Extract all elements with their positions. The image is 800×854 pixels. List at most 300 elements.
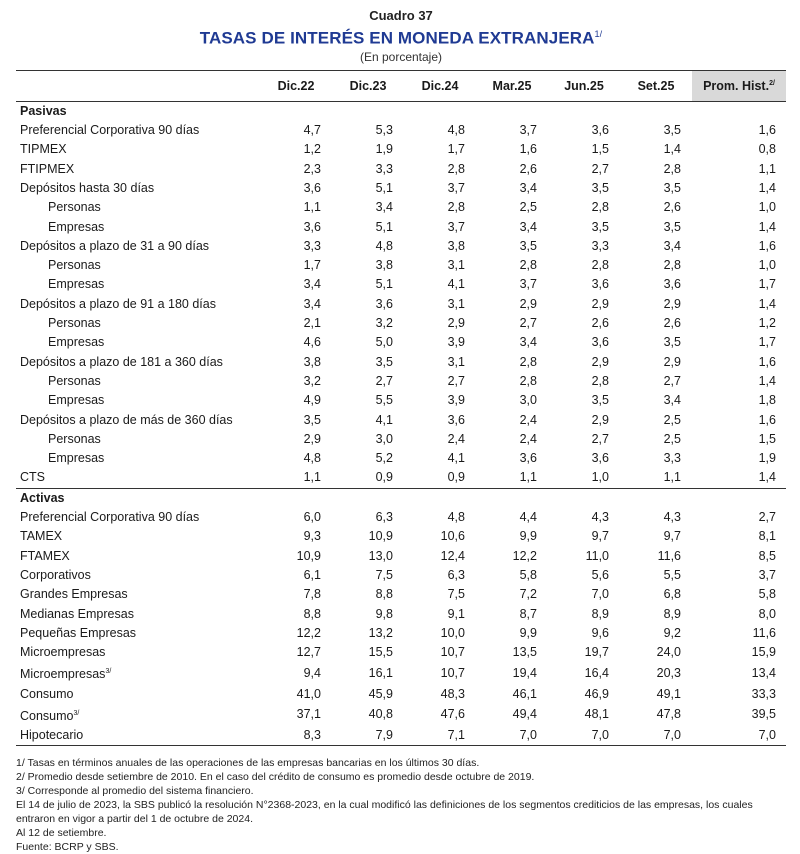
value-cell: 4,1 [447, 277, 465, 292]
column-header: Dic.22 [260, 70, 332, 101]
value-cell: 2,1 [303, 316, 321, 331]
value-cell: 16,1 [368, 665, 393, 680]
table-body [16, 101, 786, 746]
table-row [16, 179, 786, 198]
title-footnote-ref: 1/ [594, 29, 603, 39]
value-cell: 1,6 [519, 142, 537, 157]
historic-cell: 1,9 [758, 451, 776, 466]
row-label [16, 704, 260, 726]
value-cell: 3,9 [447, 393, 465, 408]
row-label [16, 295, 260, 314]
row-label-text: Empresas [48, 451, 105, 466]
value-cell: 3,4 [519, 180, 537, 195]
value-cell: 15,5 [368, 645, 393, 660]
value-cell: 13,5 [512, 645, 537, 660]
table-row [16, 449, 786, 468]
row-label [16, 624, 260, 643]
row-label-text: Personas [48, 431, 101, 446]
value-cell: 3,5 [375, 354, 393, 369]
historic-cell: 2,7 [758, 510, 776, 525]
value-cell: 2,8 [663, 161, 681, 176]
row-label-text: Depósitos a plazo de 181 a 360 días [20, 354, 223, 369]
table-row [16, 468, 786, 488]
table-row [16, 527, 786, 546]
table-row [16, 430, 786, 449]
row-label-text: Hipotecario [20, 728, 84, 743]
table-title-text: TASAS DE INTERÉS EN MONEDA EXTRANJERA [199, 28, 595, 48]
value-cell: 3,5 [663, 335, 681, 350]
column-header: Jun.25 [548, 70, 620, 101]
historic-footnote-ref: 2/ [769, 79, 775, 87]
value-cell: 4,6 [303, 335, 321, 350]
value-cell: 3,4 [375, 200, 393, 215]
value-cell: 2,9 [303, 431, 321, 446]
value-cell: 37,1 [296, 707, 321, 722]
value-cell: 2,8 [447, 161, 465, 176]
row-label-text: FTIPMEX [20, 161, 75, 176]
row-label-text: Depósitos a plazo de 91 a 180 días [20, 296, 216, 311]
value-cell: 2,4 [447, 431, 465, 446]
value-cell: 6,8 [663, 587, 681, 602]
row-label [16, 391, 260, 410]
row-label-text: Preferencial Corporativa 90 días [20, 123, 200, 138]
historic-cell: 1,6 [758, 354, 776, 369]
value-cell: 3,6 [591, 451, 609, 466]
row-label [16, 662, 260, 684]
value-cell: 3,7 [519, 277, 537, 292]
column-header-label [16, 70, 260, 101]
value-cell: 3,8 [447, 238, 465, 253]
historic-cell: 1,8 [758, 393, 776, 408]
value-cell: 2,5 [519, 200, 537, 215]
value-cell: 4,4 [519, 510, 537, 525]
table-title [16, 23, 786, 50]
table-row [16, 372, 786, 391]
value-cell: 3,5 [591, 180, 609, 195]
row-label [16, 179, 260, 198]
value-cell: 40,8 [368, 707, 393, 722]
value-cell: 16,4 [584, 665, 609, 680]
value-cell: 2,9 [663, 354, 681, 369]
value-cell: 2,9 [519, 296, 537, 311]
table-row [16, 604, 786, 623]
value-cell: 24,0 [656, 645, 681, 660]
value-cell: 3,3 [375, 161, 393, 176]
value-cell: 3,7 [519, 123, 537, 138]
value-cell: 3,3 [663, 451, 681, 466]
value-cell: 3,4 [663, 238, 681, 253]
table-row [16, 160, 786, 179]
row-label-text: Grandes Empresas [20, 587, 128, 602]
row-label [16, 121, 260, 140]
value-cell: 3,5 [303, 412, 321, 427]
value-cell: 3,3 [303, 238, 321, 253]
historic-cell: 1,0 [758, 258, 776, 273]
value-cell: 5,5 [663, 567, 681, 582]
footnote: 2/ Promedio desde setiembre de 2010. En el caso del crédito de consumo es promedio desde octubre de 2019. [16, 771, 535, 784]
section-header-activas [16, 488, 786, 508]
section-header-pasivas [16, 101, 786, 121]
value-cell: 2,6 [663, 316, 681, 331]
value-cell: 3,6 [375, 296, 393, 311]
row-label [16, 275, 260, 294]
historic-cell: 1,4 [758, 180, 776, 195]
historic-cell: 1,4 [758, 219, 776, 234]
value-cell: 7,0 [591, 587, 609, 602]
value-cell: 5,0 [375, 335, 393, 350]
value-cell: 9,4 [303, 665, 321, 680]
value-cell: 4,8 [447, 123, 465, 138]
value-cell: 46,9 [584, 686, 609, 701]
row-label [16, 546, 260, 565]
historic-cell: 8,0 [758, 606, 776, 621]
value-cell: 2,6 [663, 200, 681, 215]
value-cell: 2,8 [519, 354, 537, 369]
value-cell: 6,3 [447, 567, 465, 582]
value-cell: 10,7 [440, 665, 465, 680]
value-cell: 3,6 [447, 412, 465, 427]
row-label-text: Personas [48, 373, 101, 388]
value-cell: 3,6 [591, 123, 609, 138]
value-cell: 45,9 [368, 686, 393, 701]
value-cell: 9,7 [663, 529, 681, 544]
row-label-text: Personas [48, 258, 101, 273]
value-cell: 10,7 [440, 645, 465, 660]
column-header-row [16, 70, 786, 101]
value-cell: 48,3 [440, 686, 465, 701]
row-label [16, 468, 260, 488]
value-cell: 3,1 [447, 258, 465, 273]
value-cell: 5,3 [375, 123, 393, 138]
value-cell: 3,2 [375, 316, 393, 331]
historic-cell: 1,7 [758, 335, 776, 350]
value-cell: 9,2 [663, 625, 681, 640]
value-cell: 2,7 [447, 373, 465, 388]
table-row [16, 704, 786, 726]
value-cell: 8,9 [663, 606, 681, 621]
historic-cell: 1,0 [758, 200, 776, 215]
row-label [16, 140, 260, 159]
footnote: Al 12 de setiembre. [16, 827, 107, 840]
footnote: 1/ Tasas en términos anuales de las operaciones de las empresas bancarias en los últimos 30 días. [16, 757, 480, 770]
historic-cell: 1,6 [758, 412, 776, 427]
value-cell: 5,8 [519, 567, 537, 582]
row-label-text: TIPMEX [20, 142, 67, 157]
value-cell: 8,7 [519, 606, 537, 621]
value-cell: 6,1 [303, 567, 321, 582]
value-cell: 2,5 [663, 431, 681, 446]
value-cell: 7,1 [404, 726, 476, 746]
row-label-text: Preferencial Corporativa 90 días [20, 510, 200, 525]
row-label [16, 314, 260, 333]
value-cell: 8,9 [591, 606, 609, 621]
table-head [16, 70, 786, 101]
row-footnote-ref: 3/ [73, 709, 80, 717]
footnote: Fuente: BCRP y SBS. [16, 841, 119, 854]
row-label [16, 604, 260, 623]
value-cell: 2,8 [591, 258, 609, 273]
table-row [16, 391, 786, 410]
table-row [16, 256, 786, 275]
value-cell: 12,2 [296, 625, 321, 640]
value-cell: 2,6 [519, 161, 537, 176]
value-cell: 8,3 [260, 726, 332, 746]
value-cell: 3,8 [303, 354, 321, 369]
historic-cell: 3,7 [758, 567, 776, 582]
row-label [16, 566, 260, 585]
value-cell: 19,7 [584, 645, 609, 660]
value-cell: 2,9 [591, 412, 609, 427]
value-cell: 3,9 [447, 335, 465, 350]
value-cell: 1,2 [303, 142, 321, 157]
value-cell: 10,9 [368, 529, 393, 544]
row-label-text: Pequeñas Empresas [20, 625, 137, 640]
value-cell: 3,5 [591, 393, 609, 408]
value-cell: 2,3 [303, 161, 321, 176]
historic-cell: 33,3 [751, 686, 776, 701]
row-label-text: Depósitos a plazo de 31 a 90 días [20, 238, 210, 253]
value-cell: 47,8 [656, 707, 681, 722]
row-label [16, 237, 260, 256]
value-cell: 3,4 [663, 393, 681, 408]
table-header [16, 8, 786, 65]
row-label [16, 643, 260, 662]
value-cell: 3,0 [375, 431, 393, 446]
value-cell: 2,4 [519, 412, 537, 427]
value-cell: 2,9 [447, 316, 465, 331]
value-cell: 1,1 [663, 470, 681, 485]
table-row [16, 121, 786, 140]
value-cell: 1,9 [375, 142, 393, 157]
table-row [16, 237, 786, 256]
row-label-text: Personas [48, 200, 101, 215]
value-cell: 3,5 [663, 123, 681, 138]
value-cell: 3,1 [447, 354, 465, 369]
value-cell: 20,3 [656, 665, 681, 680]
value-cell: 2,8 [663, 258, 681, 273]
table-row [16, 684, 786, 703]
row-label-text: FTAMEX [20, 548, 70, 563]
value-cell: 2,4 [519, 431, 537, 446]
row-label [16, 256, 260, 275]
table-row [16, 508, 786, 527]
value-cell: 5,2 [375, 451, 393, 466]
value-cell: 2,7 [519, 316, 537, 331]
row-label-text: Corporativos [20, 567, 91, 582]
value-cell: 2,5 [663, 412, 681, 427]
value-cell: 2,6 [591, 316, 609, 331]
historic-cell: 1,1 [758, 161, 776, 176]
row-label-text: TAMEX [20, 529, 63, 544]
table-row [16, 295, 786, 314]
value-cell: 13,2 [368, 625, 393, 640]
value-cell: 8,8 [375, 587, 393, 602]
value-cell: 9,1 [447, 606, 465, 621]
table-row [16, 662, 786, 684]
value-cell: 4,7 [303, 123, 321, 138]
value-cell: 3,2 [303, 373, 321, 388]
historic-cell: 1,4 [758, 296, 776, 311]
row-label [16, 160, 260, 179]
table-row [16, 198, 786, 217]
value-cell: 49,4 [512, 707, 537, 722]
row-label-text: CTS [20, 470, 45, 485]
value-cell: 2,8 [591, 373, 609, 388]
value-cell: 9,9 [519, 625, 537, 640]
value-cell: 8,8 [303, 606, 321, 621]
value-cell: 1,1 [519, 470, 537, 485]
value-cell: 0,9 [447, 470, 465, 485]
value-cell: 3,0 [519, 393, 537, 408]
table-row [16, 566, 786, 585]
value-cell: 47,6 [440, 707, 465, 722]
value-cell: 4,1 [447, 451, 465, 466]
table-number: Cuadro 37 [369, 8, 433, 23]
value-cell: 48,1 [584, 707, 609, 722]
value-cell: 2,8 [591, 200, 609, 215]
value-cell: 7,0 [548, 726, 620, 746]
section-label: Pasivas [20, 103, 67, 118]
table-row [16, 314, 786, 333]
row-label-text: Empresas [48, 393, 105, 408]
historic-cell: 1,5 [758, 431, 776, 446]
value-cell: 1,7 [303, 258, 321, 273]
row-label [16, 726, 260, 746]
value-cell: 9,7 [591, 529, 609, 544]
value-cell: 2,7 [591, 431, 609, 446]
value-cell: 7,5 [375, 567, 393, 582]
value-cell: 4,3 [663, 510, 681, 525]
value-cell: 2,7 [663, 373, 681, 388]
historic-label: Prom. Hist. [703, 78, 770, 93]
column-header: Mar.25 [476, 70, 548, 101]
value-cell: 5,6 [591, 567, 609, 582]
table-row [16, 217, 786, 236]
value-cell: 12,7 [296, 645, 321, 660]
value-cell: 1,1 [303, 200, 321, 215]
row-label-text: Microempresas [20, 667, 106, 682]
historic-cell: 11,6 [752, 625, 776, 640]
value-cell: 6,0 [303, 510, 321, 525]
value-cell: 7,0 [476, 726, 548, 746]
row-label [16, 430, 260, 449]
value-cell: 2,8 [519, 373, 537, 388]
value-cell: 11,6 [657, 548, 681, 563]
footnote: El 14 de julio de 2023, la SBS publicó la resolución N°2368-2023, en la cual modificó las definiciones de los segmentos crediticios de las empresas, los cuales entraron en vigor a partir del 1 de octubre de 2024. [16, 799, 753, 826]
value-cell: 3,3 [591, 238, 609, 253]
row-label-text: Medianas Empresas [20, 606, 134, 621]
row-label [16, 353, 260, 372]
column-header: Set.25 [620, 70, 692, 101]
table-row [16, 353, 786, 372]
table-row [16, 585, 786, 604]
value-cell: 46,1 [512, 686, 537, 701]
value-cell: 3,6 [303, 219, 321, 234]
column-header: Dic.23 [332, 70, 404, 101]
value-cell: 9,6 [591, 625, 609, 640]
row-label [16, 684, 260, 703]
column-header-historic [692, 70, 786, 101]
value-cell: 3,5 [663, 180, 681, 195]
footnote: 3/ Corresponde al promedio del sistema financiero. [16, 785, 254, 798]
row-label-text: Consumo [20, 708, 74, 723]
value-cell: 1,7 [447, 142, 465, 157]
value-cell: 2,9 [663, 296, 681, 311]
value-cell: 3,4 [303, 277, 321, 292]
value-cell: 3,6 [663, 277, 681, 292]
value-cell: 3,7 [447, 219, 465, 234]
value-cell: 4,3 [591, 510, 609, 525]
value-cell: 9,8 [375, 606, 393, 621]
value-cell: 4,9 [303, 393, 321, 408]
row-label-text: Consumo [20, 686, 74, 701]
value-cell: 10,6 [440, 529, 465, 544]
value-cell: 4,8 [303, 451, 321, 466]
row-label-text: Microempresas [20, 645, 106, 660]
row-footnote-ref: 3/ [105, 668, 112, 676]
value-cell: 5,1 [375, 219, 393, 234]
table-row [16, 275, 786, 294]
historic-cell: 5,8 [758, 587, 776, 602]
value-cell: 5,1 [375, 277, 393, 292]
row-label [16, 372, 260, 391]
table-row [16, 643, 786, 662]
value-cell: 4,1 [375, 412, 393, 427]
value-cell: 3,1 [447, 296, 465, 311]
value-cell: 7,9 [332, 726, 404, 746]
value-cell: 2,9 [591, 354, 609, 369]
value-cell: 1,4 [663, 142, 681, 157]
value-cell: 3,6 [591, 277, 609, 292]
value-cell: 7,8 [303, 587, 321, 602]
row-label-text: Empresas [48, 277, 105, 292]
value-cell: 11,0 [585, 548, 609, 563]
interest-rate-table [16, 70, 786, 747]
value-cell: 7,2 [519, 587, 537, 602]
table-row [16, 624, 786, 643]
table-page [16, 8, 786, 854]
row-label [16, 527, 260, 546]
historic-cell: 39,5 [751, 707, 776, 722]
historic-cell: 7,0 [692, 726, 786, 746]
historic-cell: 1,4 [758, 470, 776, 485]
value-cell: 3,7 [447, 180, 465, 195]
value-cell: 1,0 [591, 470, 609, 485]
row-label-text: Empresas [48, 219, 105, 234]
value-cell: 41,0 [296, 686, 321, 701]
value-cell: 3,6 [591, 335, 609, 350]
row-label-text: Empresas [48, 335, 105, 350]
value-cell: 2,8 [447, 200, 465, 215]
table-subtitle: (En porcentaje) [359, 49, 443, 64]
historic-cell: 1,4 [758, 373, 776, 388]
value-cell: 9,3 [303, 529, 321, 544]
historic-cell: 0,8 [758, 142, 776, 157]
historic-cell: 8,1 [758, 529, 776, 544]
row-label-text: Depósitos hasta 30 días [20, 180, 155, 195]
value-cell: 3,6 [303, 180, 321, 195]
value-cell: 3,4 [519, 335, 537, 350]
column-header: Dic.24 [404, 70, 476, 101]
value-cell: 2,7 [375, 373, 393, 388]
value-cell: 49,1 [656, 686, 681, 701]
value-cell: 3,5 [591, 219, 609, 234]
row-label [16, 508, 260, 527]
value-cell: 3,5 [663, 219, 681, 234]
historic-cell: 15,9 [751, 645, 776, 660]
row-label-text: Depósitos a plazo de más de 360 días [20, 412, 233, 427]
value-cell: 5,1 [375, 180, 393, 195]
